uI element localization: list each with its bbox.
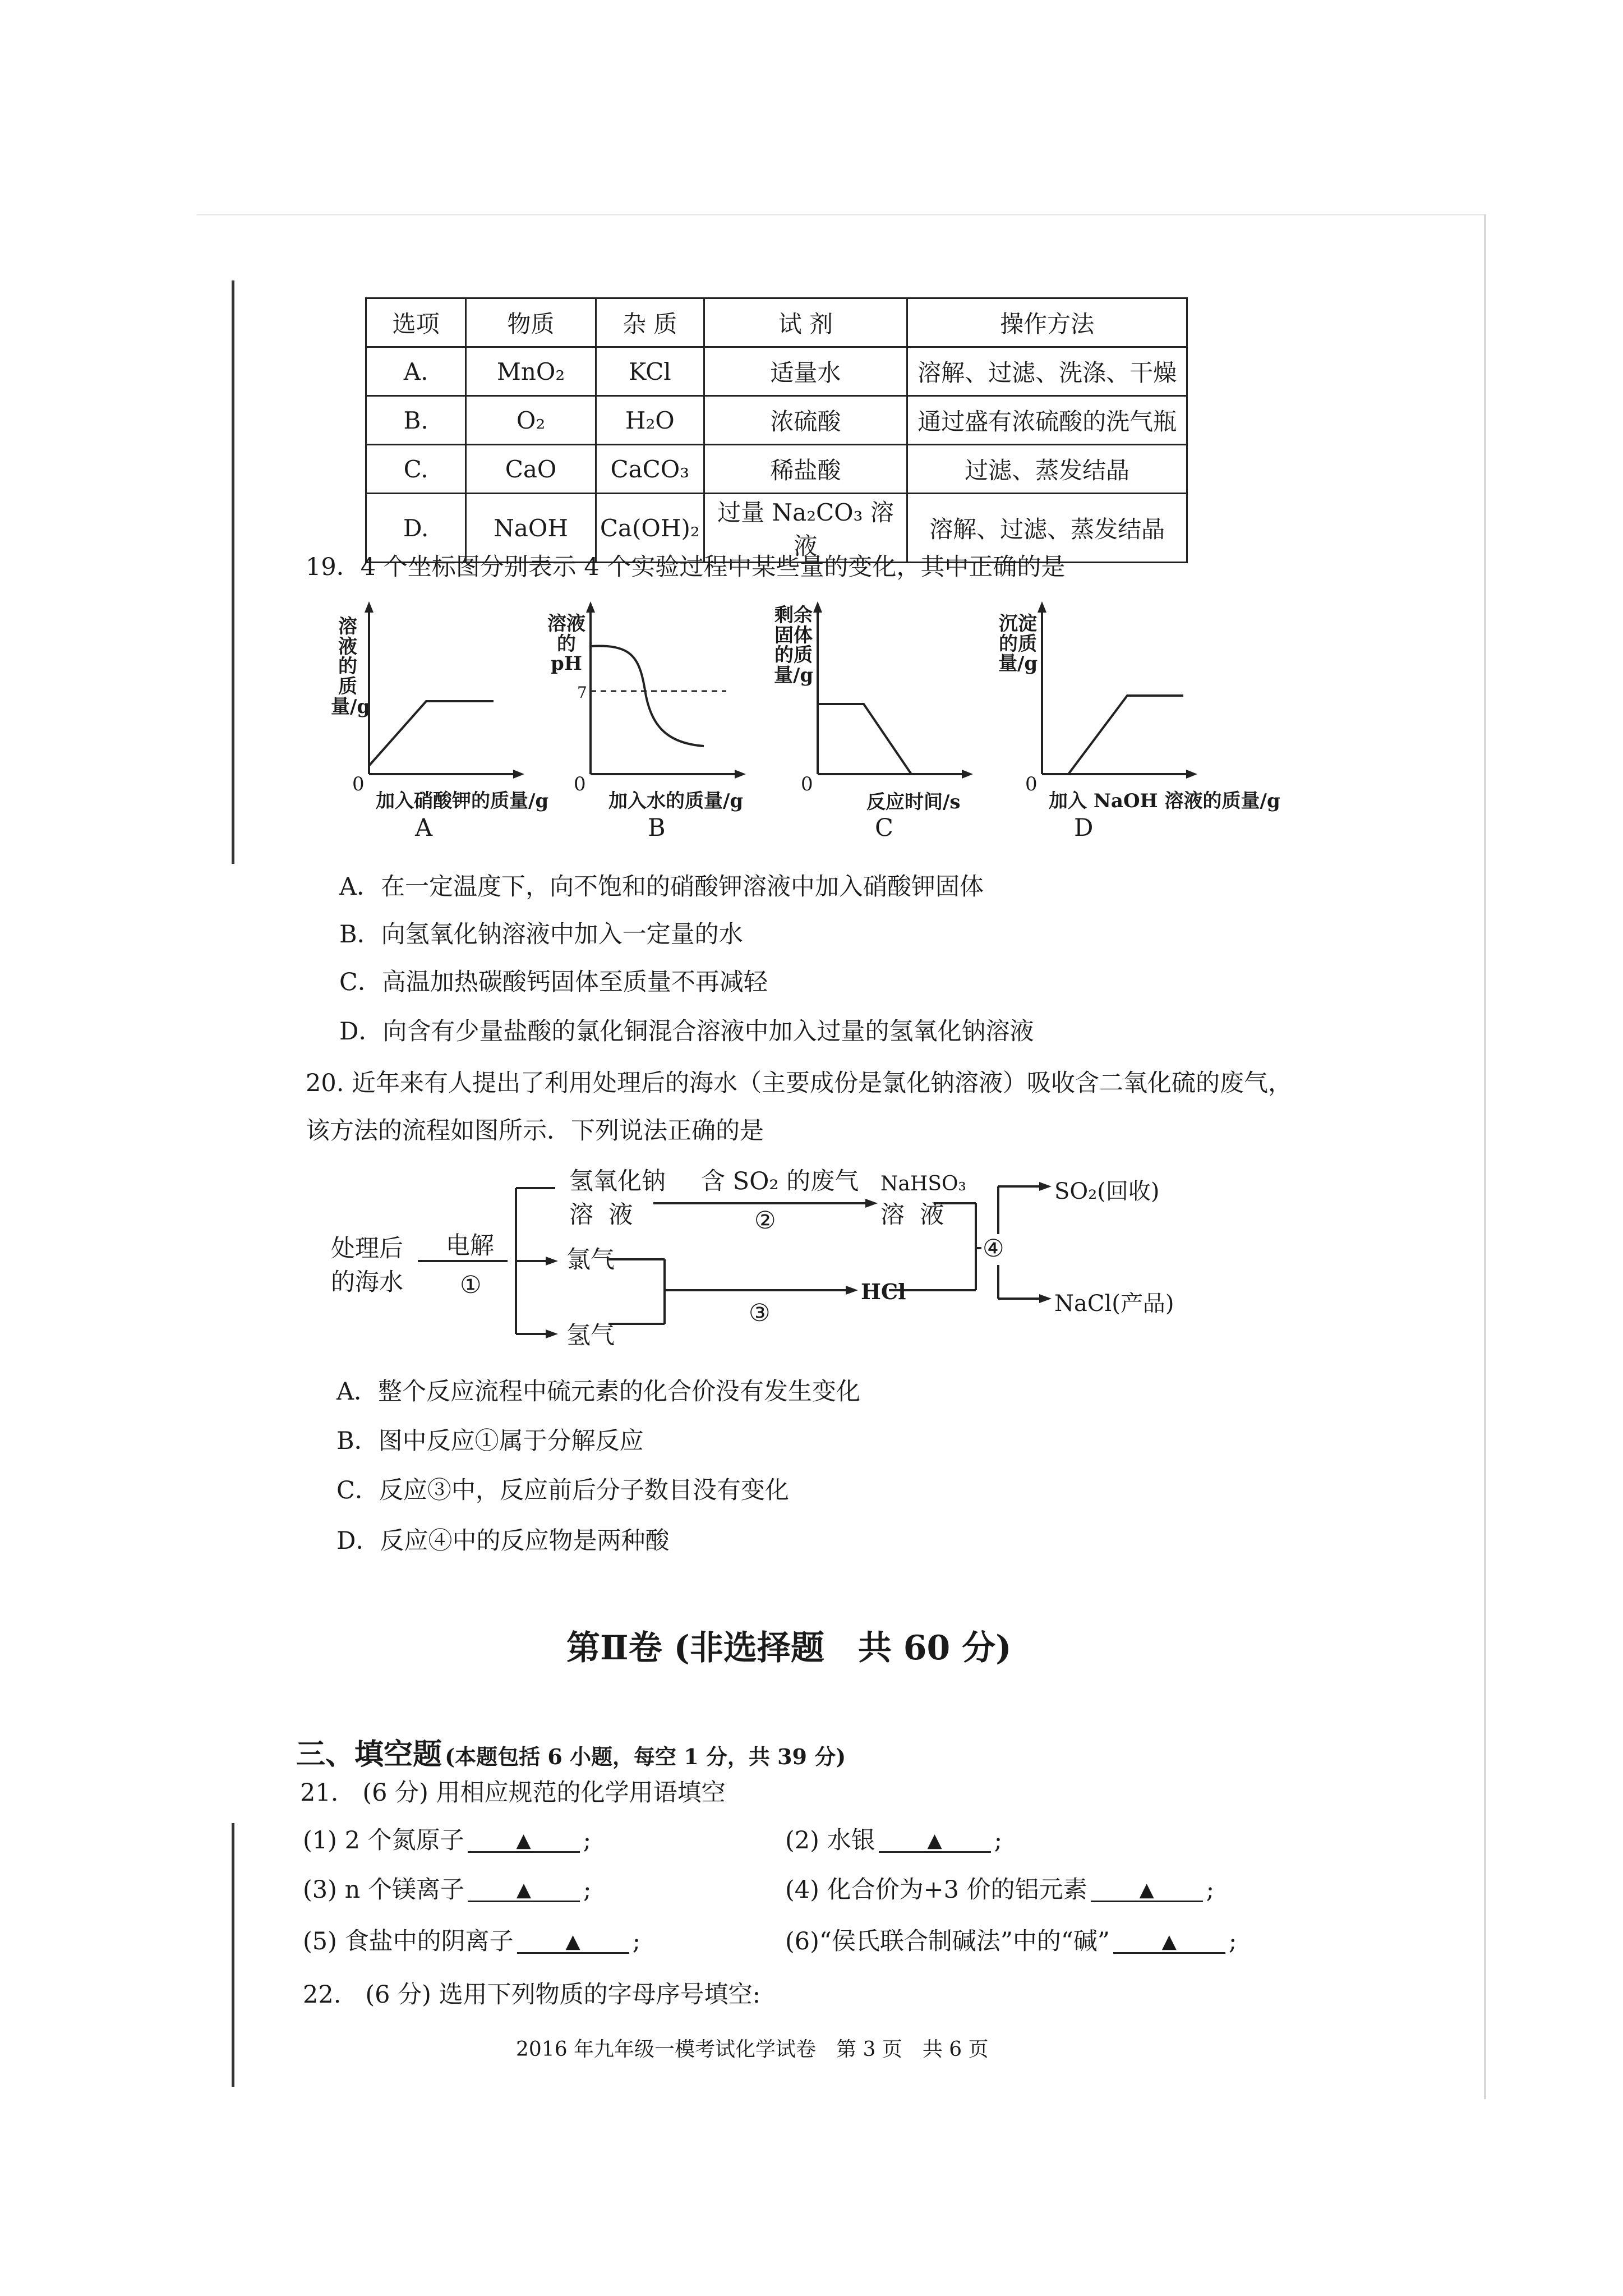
- q20-stem-line1: 20. 近年来有人提出了利用处理后的海水（主要成份是氯化钠溶液）吸收含二氧化硫的废气，: [306, 1069, 1293, 1097]
- flow-nacl-out: NaCl(产品): [1054, 1291, 1174, 1317]
- page-footer: 2016 年九年级一模考试化学试卷 第 3 页 共 6 页: [516, 2038, 989, 2061]
- q20-stem-line2: 该方法的流程如图所示．下列说法正确的是: [306, 1117, 764, 1145]
- graph-b: [536, 595, 749, 842]
- answer-blank[interactable]: ▲: [517, 1931, 629, 1954]
- q21-item-3: (3) n 个镁离子 ▲ ;: [303, 1876, 592, 1904]
- table-cell: O₂: [466, 396, 596, 445]
- table-cell: KCl: [596, 347, 704, 396]
- table-header: 试 剂: [704, 298, 907, 347]
- table-header: 选项: [366, 298, 466, 347]
- answer-blank[interactable]: ▲: [879, 1830, 991, 1853]
- table-cell: 适量水: [704, 347, 907, 396]
- flow-chlorine: 氯气: [566, 1246, 615, 1274]
- q19-option-a: A．在一定温度下，向不饱和的硝酸钾溶液中加入硝酸钾固体: [339, 873, 984, 901]
- q22-stem: 22. (6 分) 选用下列物质的字母序号填空:: [303, 1981, 761, 2009]
- flow-naoh-2: 溶 液: [569, 1201, 633, 1229]
- table-cell: D.: [366, 494, 466, 563]
- flow-so2-gas: 含 SO₂ 的废气: [701, 1167, 859, 1195]
- page-border-right: [1484, 214, 1486, 2099]
- fill-section-heading: [296, 1731, 846, 1773]
- q21-item-5: (5) 食盐中的阴离子 ▲ ;: [303, 1927, 641, 1955]
- table-cell: 浓硫酸: [704, 396, 907, 445]
- q20-option-d: D．反应④中的反应物是两种酸: [336, 1527, 670, 1555]
- q20-flow-diagram: [325, 1156, 1256, 1369]
- flow-seawater-2: 的海水: [331, 1268, 403, 1296]
- graph-d-plot: [987, 595, 1211, 791]
- graph-a-x-label: 加入硝酸钾的质量/g: [376, 790, 549, 812]
- flow-electrolysis: 电解: [446, 1232, 494, 1260]
- table-cell: 溶解、过滤、蒸发结晶: [907, 494, 1187, 563]
- q20-option-a: A．整个反应流程中硫元素的化合价没有发生变化: [336, 1378, 861, 1406]
- flow-hcl: HCl: [861, 1279, 906, 1304]
- q21-stem: 21. (6 分) 用相应规范的化学用语填空: [300, 1779, 726, 1807]
- graph-d-y-label: 沉淀 的质 量/g: [998, 613, 1038, 675]
- graph-b-letter: B: [648, 814, 666, 842]
- flow-so2-out: SO₂(回收): [1054, 1179, 1160, 1204]
- graph-a-y-label: 溶液 的质 量/g: [331, 615, 371, 718]
- q21-item-6: (6)“侯氏联合制碱法”中的“碱” ▲ ;: [785, 1927, 1237, 1955]
- q20-option-c: C．反应③中，反应前后分子数目没有变化: [336, 1476, 789, 1504]
- table-header-row: [366, 298, 1187, 347]
- flow-naoh-1: 氢氧化钠: [569, 1167, 666, 1195]
- graph-d-origin: 0: [1025, 773, 1038, 795]
- graph-a-letter: A: [415, 814, 433, 842]
- fill-section-title: 三、填空题: [296, 1737, 442, 1772]
- graph-b-x-label: 加入水的质量/g: [608, 790, 744, 812]
- flow-circle-3: ③: [749, 1299, 771, 1327]
- answer-blank[interactable]: ▲: [1091, 1879, 1203, 1902]
- fill-section-note: (本题包括 6 小题，每空 1 分，共 39 分): [445, 1744, 846, 1769]
- table-cell: 稀盐酸: [704, 445, 907, 494]
- q21-item-1: (1) 2 个氮原子 ▲ ;: [303, 1826, 592, 1855]
- q20-option-b: B．图中反应①属于分解反应: [336, 1427, 644, 1455]
- flow-seawater-1: 处理后: [331, 1235, 403, 1263]
- graph-c-letter: C: [875, 814, 893, 842]
- table-row: [366, 396, 1187, 445]
- answer-blank[interactable]: ▲: [468, 1879, 580, 1902]
- page-border-left-upper: [232, 280, 234, 864]
- table-cell: CaO: [466, 445, 596, 494]
- table-cell: Ca(OH)₂: [596, 494, 704, 563]
- q19-option-d: D．向含有少量盐酸的氯化铜混合溶液中加入过量的氢氧化钠溶液: [339, 1018, 1034, 1046]
- flow-hydrogen: 氢气: [566, 1322, 615, 1350]
- table-cell: CaCO₃: [596, 445, 704, 494]
- graph-d-letter: D: [1074, 814, 1094, 842]
- table-cell: MnO₂: [466, 347, 596, 396]
- options-table: [365, 297, 1188, 563]
- table-cell: NaOH: [466, 494, 596, 563]
- graph-c: [763, 595, 976, 842]
- page-border-top: [196, 214, 1486, 215]
- table-cell: 溶解、过滤、洗涤、干燥: [907, 347, 1187, 396]
- graph-a: [314, 595, 549, 842]
- graph-b-y-label: 溶液 的 pH: [547, 613, 585, 675]
- graph-d: [987, 595, 1280, 842]
- table-cell: H₂O: [596, 396, 704, 445]
- q19-option-c: C．高温加热碳酸钙固体至质量不再减轻: [339, 968, 768, 996]
- graph-a-origin: 0: [352, 773, 365, 795]
- table-cell: B.: [366, 396, 466, 445]
- flow-nahso3-1: NaHSO₃: [880, 1172, 966, 1195]
- table-cell: A.: [366, 347, 466, 396]
- table-row: [366, 445, 1187, 494]
- q21-item-4: (4) 化合价为+3 价的铝元素 ▲ ;: [785, 1876, 1215, 1904]
- table-cell: C.: [366, 445, 466, 494]
- table-header: 杂 质: [596, 298, 704, 347]
- answer-blank[interactable]: ▲: [1113, 1931, 1225, 1954]
- graph-a-plot: [314, 595, 527, 791]
- flow-nahso3-2: 溶 液: [880, 1201, 944, 1229]
- graph-c-origin: 0: [801, 773, 813, 795]
- section-title: 第Ⅱ卷 (非选择题 共 60 分): [566, 1628, 1012, 1668]
- graph-b-plot: [536, 595, 749, 791]
- table-header: 物质: [466, 298, 596, 347]
- graph-c-x-label: 反应时间/s: [866, 791, 961, 813]
- flow-circle-4: ④: [983, 1235, 1004, 1263]
- graph-d-x-label: 加入 NaOH 溶液的质量/g: [1049, 790, 1280, 812]
- flow-circle-1: ①: [460, 1271, 482, 1299]
- table-cell: 过滤、蒸发结晶: [907, 445, 1187, 494]
- graph-c-y-label: 剩余 固体 的质 量/g: [774, 604, 814, 687]
- q19-option-b: B．向氢氧化钠溶液中加入一定量的水: [339, 921, 743, 949]
- page-border-left-lower: [232, 1823, 234, 2087]
- flow-circle-2: ②: [754, 1207, 776, 1235]
- table-row: [366, 347, 1187, 396]
- graph-b-seven: 7: [577, 683, 587, 702]
- graph-c-plot: [763, 595, 976, 791]
- table-cell: 过量 Na₂CO₃ 溶液: [704, 494, 907, 563]
- q19-stem: 19．4 个坐标图分别表示 4 个实验过程中某些量的变化，其中正确的是: [306, 553, 1066, 581]
- table-row: [366, 494, 1187, 563]
- table-cell: 通过盛有浓硫酸的洗气瓶: [907, 396, 1187, 445]
- q21-item-2: (2) 水银 ▲ ;: [785, 1826, 1003, 1855]
- answer-blank[interactable]: ▲: [468, 1830, 580, 1853]
- graph-b-origin: 0: [574, 773, 586, 795]
- table-header: 操作方法: [907, 298, 1187, 347]
